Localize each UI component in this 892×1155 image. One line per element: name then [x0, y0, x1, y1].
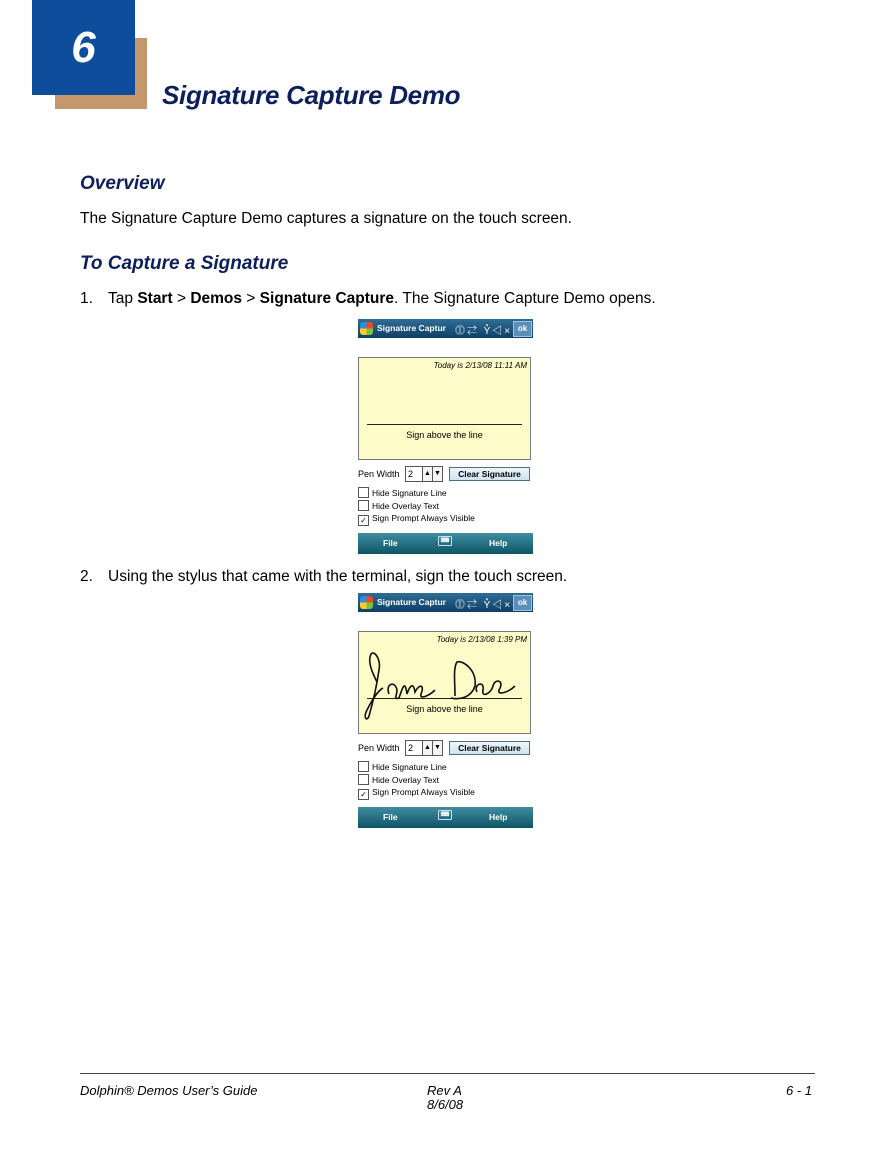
- pen-width-label: Pen Width: [358, 743, 400, 753]
- step-text: Tap: [108, 290, 138, 307]
- menu-signature-capture: Signature Capture: [259, 290, 395, 307]
- step-number: 2.: [80, 568, 93, 585]
- checkbox[interactable]: ✓: [358, 789, 369, 800]
- pen-width-input[interactable]: 2: [405, 466, 423, 482]
- app-title: Signature Captur: [377, 597, 446, 607]
- footer-date: 8/6/08: [427, 1097, 464, 1112]
- step-text: Using the stylus that came with the terminal, sign the touch screen.: [108, 568, 568, 585]
- menu-bar: [358, 807, 533, 828]
- date-label: Today is 2/13/08 1:39 PM: [436, 635, 527, 644]
- checkbox-label: Sign Prompt Always Visible: [372, 513, 475, 523]
- signature-line: [367, 424, 522, 425]
- menu-demos: Demos: [190, 290, 242, 307]
- status-icons: ⓵⇄ Y̽◁×: [455, 600, 513, 611]
- status-icons: ⓵⇄ Y̽◁×: [455, 326, 513, 337]
- checkbox-label: Hide Overlay Text: [372, 501, 439, 511]
- device-screenshot-2: [358, 593, 533, 828]
- overview-text: The Signature Capture Demo captures a signature on the touch screen.: [80, 210, 572, 227]
- step-number: 1.: [80, 290, 93, 307]
- ok-button[interactable]: ok: [513, 595, 532, 611]
- signature-pad[interactable]: [358, 357, 531, 460]
- option-hide-overlay-text[interactable]: [358, 500, 439, 511]
- menu-file[interactable]: File: [383, 538, 398, 548]
- footer-revision: Rev A: [427, 1083, 462, 1098]
- sign-prompt: Sign above the line: [406, 704, 483, 714]
- device-screenshot-1: [358, 319, 533, 554]
- pen-width-label: Pen Width: [358, 469, 400, 479]
- option-hide-signature-line[interactable]: [358, 761, 447, 772]
- footer-guide-title: Dolphin® Demos User’s Guide: [80, 1083, 258, 1098]
- chapter-title: Signature Capture Demo: [162, 80, 461, 110]
- option-sign-prompt-always-visible[interactable]: [358, 787, 475, 800]
- checkbox[interactable]: [358, 774, 369, 785]
- footer-page-number: 6 - 1: [786, 1083, 813, 1098]
- title-bar: [358, 593, 533, 612]
- menu-bar: [358, 533, 533, 554]
- chapter-number: 6: [32, 0, 135, 95]
- checkbox-label: Hide Signature Line: [372, 762, 447, 772]
- spin-down-button[interactable]: ▼: [432, 466, 443, 482]
- menu-file[interactable]: File: [383, 812, 398, 822]
- pen-width-input[interactable]: 2: [405, 740, 423, 756]
- step-2: [80, 568, 567, 586]
- step-1: [80, 290, 656, 308]
- separator: >: [242, 290, 260, 307]
- step-text: . The Signature Capture Demo opens.: [394, 290, 656, 307]
- clear-signature-button[interactable]: Clear Signature: [449, 741, 530, 755]
- checkbox[interactable]: ✓: [358, 515, 369, 526]
- menu-help[interactable]: Help: [489, 812, 508, 822]
- checkbox-label: Hide Overlay Text: [372, 775, 439, 785]
- spin-down-button[interactable]: ▼: [432, 740, 443, 756]
- date-label: Today is 2/13/08 11:11 AM: [433, 361, 527, 370]
- keyboard-icon[interactable]: ⌨: [438, 536, 452, 546]
- spin-up-button[interactable]: ▲: [422, 740, 433, 756]
- ok-button[interactable]: ok: [513, 321, 532, 337]
- capture-heading: To Capture a Signature: [80, 253, 289, 274]
- app-title: Signature Captur: [377, 323, 446, 333]
- checkbox-label: Hide Signature Line: [372, 488, 447, 498]
- handwritten-signature: [359, 632, 530, 733]
- windows-start-icon[interactable]: [360, 322, 373, 335]
- option-hide-overlay-text[interactable]: [358, 774, 439, 785]
- title-bar: [358, 319, 533, 338]
- option-sign-prompt-always-visible[interactable]: [358, 513, 475, 526]
- menu-start: Start: [137, 290, 173, 307]
- menu-help[interactable]: Help: [489, 538, 508, 548]
- checkbox[interactable]: [358, 487, 369, 498]
- option-hide-signature-line[interactable]: [358, 487, 447, 498]
- spin-up-button[interactable]: ▲: [422, 466, 433, 482]
- checkbox[interactable]: [358, 500, 369, 511]
- signature-pad[interactable]: [358, 631, 531, 734]
- windows-start-icon[interactable]: [360, 596, 373, 609]
- keyboard-icon[interactable]: ⌨: [438, 810, 452, 820]
- separator: >: [172, 290, 191, 307]
- checkbox-label: Sign Prompt Always Visible: [372, 787, 475, 797]
- sign-prompt: Sign above the line: [406, 430, 483, 440]
- clear-signature-button[interactable]: Clear Signature: [449, 467, 530, 481]
- overview-heading: Overview: [80, 173, 165, 194]
- checkbox[interactable]: [358, 761, 369, 772]
- footer-divider: [80, 1073, 815, 1074]
